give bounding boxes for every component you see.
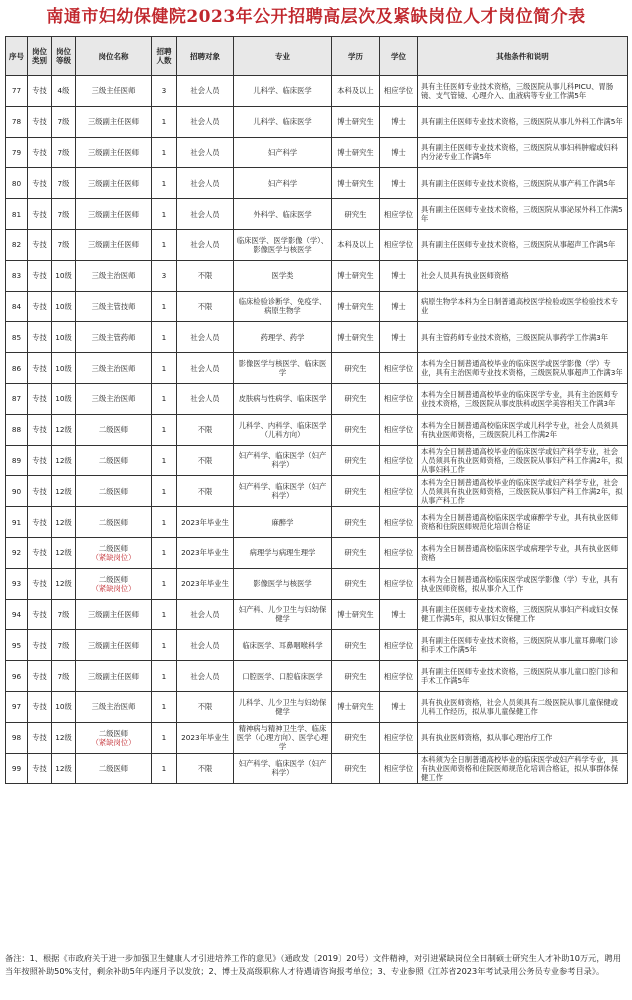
cell-target: 不限	[177, 414, 234, 445]
cell-target: 社会人员	[177, 106, 234, 137]
cell-count: 1	[152, 353, 177, 384]
cell-name	[76, 661, 152, 692]
cell-notes: 具有副主任医师专业技术资格，三级医院从事儿童口腔门诊和手术工作满5年	[418, 661, 628, 692]
table-row	[6, 260, 628, 291]
cell-notes: 具有主任医师专业技术资格，三级医院从事儿科PICU、胃肠镜、支气管镜、心理介入、血液病等专业工作满5年	[418, 76, 628, 107]
cell-seq: 97	[6, 691, 28, 722]
cell-category: 专技	[28, 322, 52, 353]
table-row	[6, 168, 628, 199]
cell-education: 研究生	[332, 722, 380, 753]
cell-grade: 10级	[52, 383, 76, 414]
cell-grade: 10级	[52, 691, 76, 722]
cell-notes: 本科为全日制普通高校毕业的临床医学或妇产科学专业，社会人员须具有执业医师资格，三级医院从事妇产科工作满2年，拟从事妇科工作	[418, 445, 628, 476]
cell-name	[76, 568, 152, 599]
urgent-badge: （紧缺岗位）	[91, 737, 136, 747]
cell-target: 社会人员	[177, 383, 234, 414]
cell-grade: 4级	[52, 76, 76, 107]
position-name: 二级医师	[98, 728, 129, 738]
cell-notes: 具有执业医师资格，拟从事心理治疗工作	[418, 722, 628, 753]
cell-target: 不限	[177, 476, 234, 507]
cell-category: 专技	[28, 445, 52, 476]
table-header-row	[6, 37, 628, 76]
cell-count: 1	[152, 661, 177, 692]
cell-name	[76, 260, 152, 291]
table-row	[6, 722, 628, 753]
cell-education: 研究生	[332, 661, 380, 692]
cell-target: 2023年毕业生	[177, 722, 234, 753]
cell-count: 3	[152, 76, 177, 107]
position-name: 三级副主任医师	[87, 178, 140, 188]
cell-grade: 12级	[52, 753, 76, 784]
position-name: 三级副主任医师	[87, 240, 140, 250]
cell-seq: 89	[6, 445, 28, 476]
position-name: 二级医师	[98, 425, 129, 435]
cell-target: 社会人员	[177, 322, 234, 353]
cell-education: 研究生	[332, 383, 380, 414]
cell-name	[76, 537, 152, 568]
cell-degree: 博士	[380, 691, 418, 722]
cell-degree: 相应学位	[380, 476, 418, 507]
cell-education: 博士研究生	[332, 260, 380, 291]
cell-grade: 12级	[52, 507, 76, 538]
cell-major: 皮肤病与性病学、临床医学	[234, 383, 332, 414]
cell-major: 儿科学、儿少卫生与妇幼保健学	[234, 691, 332, 722]
cell-count: 1	[152, 691, 177, 722]
cell-name	[76, 76, 152, 107]
cell-degree: 相应学位	[380, 753, 418, 784]
header-major: 专业	[234, 37, 332, 76]
cell-target: 不限	[177, 291, 234, 322]
footnote: 备注：1、根据《市政府关于进一步加强卫生健康人才引进培养工作的意见》（通政发〔2019〕20号）文件精神，对引进紧缺岗位全日制硕士研究生人才补助10万元，聘用当年按照补助50%支付，剩余补助5年内逐月予以发放；2、博士及高级职称人才待遇请咨询报考单位；3、专业参照《江苏省2023年考试录用公务员专业参考目录》。	[5, 953, 621, 976]
position-name: 三级副主任医师	[87, 209, 140, 219]
cell-category: 专技	[28, 722, 52, 753]
cell-category: 专技	[28, 753, 52, 784]
cell-category: 专技	[28, 507, 52, 538]
cell-target: 不限	[177, 260, 234, 291]
cell-count: 1	[152, 630, 177, 661]
table-row	[6, 137, 628, 168]
cell-category: 专技	[28, 260, 52, 291]
cell-target: 2023年毕业生	[177, 507, 234, 538]
cell-count: 1	[152, 229, 177, 260]
cell-education: 博士研究生	[332, 599, 380, 630]
cell-target: 不限	[177, 691, 234, 722]
cell-education: 研究生	[332, 568, 380, 599]
cell-category: 专技	[28, 630, 52, 661]
cell-name	[76, 722, 152, 753]
table-row	[6, 691, 628, 722]
cell-notes: 具有副主任医师专业技术资格，三级医院从事儿童耳鼻喉门诊和手术工作满5年	[418, 630, 628, 661]
cell-major: 口腔医学、口腔临床医学	[234, 661, 332, 692]
cell-grade: 12级	[52, 445, 76, 476]
cell-major: 麻醉学	[234, 507, 332, 538]
position-name: 二级医师	[98, 543, 129, 553]
urgent-badge: （紧缺岗位）	[91, 583, 136, 593]
cell-seq: 99	[6, 753, 28, 784]
cell-degree: 相应学位	[380, 383, 418, 414]
cell-education: 博士研究生	[332, 691, 380, 722]
cell-major: 临床检验诊断学、免疫学、病原生物学	[234, 291, 332, 322]
cell-notes: 具有副主任医师专业技术资格，三级医院从事妇产科或妇女保健工作满5年，拟从事妇女保健工作	[418, 599, 628, 630]
cell-grade: 7级	[52, 106, 76, 137]
table-row	[6, 599, 628, 630]
cell-degree: 博士	[380, 291, 418, 322]
cell-name	[76, 445, 152, 476]
table-row	[6, 229, 628, 260]
table-row	[6, 106, 628, 137]
cell-target: 社会人员	[177, 353, 234, 384]
header-seq: 序号	[6, 37, 28, 76]
cell-education: 研究生	[332, 199, 380, 230]
header-name: 岗位名称	[76, 37, 152, 76]
cell-category: 专技	[28, 137, 52, 168]
cell-name	[76, 106, 152, 137]
cell-degree: 相应学位	[380, 630, 418, 661]
cell-target: 2023年毕业生	[177, 568, 234, 599]
table-row	[6, 76, 628, 107]
cell-category: 专技	[28, 568, 52, 599]
cell-degree: 博士	[380, 322, 418, 353]
cell-name	[76, 753, 152, 784]
cell-count: 1	[152, 476, 177, 507]
cell-major: 妇产科学	[234, 168, 332, 199]
cell-grade: 7级	[52, 661, 76, 692]
cell-education: 研究生	[332, 630, 380, 661]
header-notes: 其他条件和说明	[418, 37, 628, 76]
position-name: 二级医师	[98, 517, 129, 527]
cell-notes: 具有副主任医师专业技术资格，三级医院从事泌尿外科工作满5年	[418, 199, 628, 230]
cell-count: 1	[152, 106, 177, 137]
cell-seq: 79	[6, 137, 28, 168]
cell-count: 3	[152, 260, 177, 291]
table-row	[6, 291, 628, 322]
cell-notes: 本科为全日制普通高校临床医学或麻醉学专业，具有执业医师资格和住院医师规范化培训合格证	[418, 507, 628, 538]
table-row	[6, 661, 628, 692]
position-name: 二级医师	[98, 455, 129, 465]
table-body	[6, 76, 628, 784]
position-name: 三级主治医师	[91, 702, 136, 712]
cell-seq: 93	[6, 568, 28, 599]
cell-grade: 12级	[52, 476, 76, 507]
cell-name	[76, 691, 152, 722]
cell-target: 社会人员	[177, 199, 234, 230]
cell-major: 临床医学、耳鼻咽喉科学	[234, 630, 332, 661]
table-row	[6, 199, 628, 230]
cell-count: 1	[152, 568, 177, 599]
position-name: 三级主治医师	[91, 394, 136, 404]
cell-education: 研究生	[332, 537, 380, 568]
position-name: 三级主治医师	[91, 271, 136, 281]
cell-name	[76, 507, 152, 538]
table-row	[6, 322, 628, 353]
cell-name	[76, 383, 152, 414]
table-row	[6, 414, 628, 445]
cell-name	[76, 630, 152, 661]
cell-notes: 具有副主任医师专业技术资格，三级医院从事儿外科工作满5年	[418, 106, 628, 137]
cell-name	[76, 353, 152, 384]
cell-count: 1	[152, 137, 177, 168]
table-row	[6, 568, 628, 599]
cell-name	[76, 476, 152, 507]
cell-seq: 84	[6, 291, 28, 322]
header-grade: 岗位等级	[52, 37, 76, 76]
cell-notes: 病原生物学本科为全日制普通高校医学检验或医学检验技术专业	[418, 291, 628, 322]
cell-major: 儿科学、临床医学	[234, 106, 332, 137]
cell-category: 专技	[28, 691, 52, 722]
cell-category: 专技	[28, 414, 52, 445]
cell-category: 专技	[28, 661, 52, 692]
cell-degree: 相应学位	[380, 722, 418, 753]
cell-major: 影像医学与核医学、临床医学	[234, 353, 332, 384]
cell-notes: 本科为全日制普通高校毕业的临床医学专业，具有主治医师专业技术资格，三级医院从事皮肤科或医学美容相关工作满3年	[418, 383, 628, 414]
cell-degree: 博士	[380, 168, 418, 199]
position-name: 二级医师	[98, 763, 129, 773]
cell-target: 社会人员	[177, 168, 234, 199]
cell-degree: 相应学位	[380, 199, 418, 230]
cell-seq: 94	[6, 599, 28, 630]
cell-seq: 82	[6, 229, 28, 260]
cell-degree: 博士	[380, 106, 418, 137]
cell-seq: 83	[6, 260, 28, 291]
cell-notes: 具有执业医师资格，社会人员须具有二级医院从事儿童保健或儿科工作经历，拟从事儿童保健工作	[418, 691, 628, 722]
cell-grade: 10级	[52, 291, 76, 322]
cell-count: 1	[152, 445, 177, 476]
cell-grade: 12级	[52, 537, 76, 568]
cell-major: 临床医学、医学影像（学）、影像医学与核医学	[234, 229, 332, 260]
cell-grade: 10级	[52, 353, 76, 384]
cell-category: 专技	[28, 476, 52, 507]
cell-major: 病理学与病理生理学	[234, 537, 332, 568]
cell-seq: 78	[6, 106, 28, 137]
header-count: 招聘人数	[152, 37, 177, 76]
cell-education: 研究生	[332, 753, 380, 784]
cell-major: 妇产科学	[234, 137, 332, 168]
cell-education: 研究生	[332, 353, 380, 384]
cell-seq: 98	[6, 722, 28, 753]
cell-seq: 77	[6, 76, 28, 107]
table-row	[6, 630, 628, 661]
cell-count: 1	[152, 414, 177, 445]
table-row	[6, 353, 628, 384]
cell-education: 博士研究生	[332, 291, 380, 322]
cell-grade: 7级	[52, 599, 76, 630]
cell-notes: 具有主管药师专业技术资格，三级医院从事药学工作满3年	[418, 322, 628, 353]
cell-name	[76, 291, 152, 322]
cell-education: 研究生	[332, 507, 380, 538]
cell-count: 1	[152, 507, 177, 538]
cell-degree: 相应学位	[380, 353, 418, 384]
position-name: 三级主任医师	[91, 86, 136, 96]
cell-major: 儿科学、内科学、临床医学（儿科方向）	[234, 414, 332, 445]
cell-count: 1	[152, 199, 177, 230]
cell-count: 1	[152, 753, 177, 784]
cell-major: 外科学、临床医学	[234, 199, 332, 230]
cell-major: 影像医学与核医学	[234, 568, 332, 599]
position-name: 二级医师	[98, 486, 129, 496]
cell-count: 1	[152, 599, 177, 630]
cell-category: 专技	[28, 168, 52, 199]
cell-category: 专技	[28, 229, 52, 260]
cell-count: 1	[152, 722, 177, 753]
cell-major: 药理学、药学	[234, 322, 332, 353]
cell-name	[76, 322, 152, 353]
cell-degree: 博士	[380, 599, 418, 630]
cell-degree: 相应学位	[380, 568, 418, 599]
position-name: 三级副主任医师	[87, 609, 140, 619]
cell-seq: 81	[6, 199, 28, 230]
cell-category: 专技	[28, 199, 52, 230]
cell-major: 妇产科、儿少卫生与妇幼保健学	[234, 599, 332, 630]
cell-name	[76, 168, 152, 199]
cell-education: 本科及以上	[332, 76, 380, 107]
cell-grade: 12级	[52, 568, 76, 599]
cell-count: 1	[152, 291, 177, 322]
cell-grade: 7级	[52, 229, 76, 260]
cell-notes: 具有副主任医师专业技术资格，三级医院从事妇科肿瘤或妇科内分泌专业工作满5年	[418, 137, 628, 168]
cell-target: 不限	[177, 445, 234, 476]
cell-grade: 12级	[52, 722, 76, 753]
position-name: 三级副主任医师	[87, 640, 140, 650]
cell-seq: 80	[6, 168, 28, 199]
cell-grade: 10级	[52, 260, 76, 291]
cell-target: 2023年毕业生	[177, 537, 234, 568]
cell-education: 博士研究生	[332, 168, 380, 199]
position-name: 二级医师	[98, 574, 129, 584]
cell-major: 妇产科学、临床医学（妇产科学）	[234, 445, 332, 476]
cell-target: 不限	[177, 753, 234, 784]
table-row	[6, 383, 628, 414]
cell-name	[76, 229, 152, 260]
cell-notes: 本科为全日制普通高校毕业的临床医学或医学影像（学）专业，具有主治医师专业技术资格，三级医院从事超声工作满3年	[418, 353, 628, 384]
cell-degree: 博士	[380, 260, 418, 291]
cell-target: 社会人员	[177, 661, 234, 692]
position-name: 三级主管药师	[91, 332, 136, 342]
cell-target: 社会人员	[177, 630, 234, 661]
header-category: 岗位类别	[28, 37, 52, 76]
cell-major: 妇产科学、临床医学（妇产科学）	[234, 753, 332, 784]
cell-category: 专技	[28, 76, 52, 107]
cell-notes: 本科须为全日制普通高校毕业的临床医学或妇产科学专业，具有执业医师资格和住院医师规范化培训合格证，拟从事群体保健工作	[418, 753, 628, 784]
cell-name	[76, 199, 152, 230]
cell-notes: 具有副主任医师专业技术资格，三级医院从事产科工作满5年	[418, 168, 628, 199]
cell-degree: 相应学位	[380, 76, 418, 107]
cell-target: 社会人员	[177, 76, 234, 107]
cell-degree: 相应学位	[380, 537, 418, 568]
cell-category: 专技	[28, 383, 52, 414]
page-title: 南通市妇幼保健院2023年公开招聘高层次及紧缺岗位人才岗位简介表	[46, 7, 586, 27]
header-degree: 学位	[380, 37, 418, 76]
cell-education: 博士研究生	[332, 137, 380, 168]
position-name: 三级副主任医师	[87, 671, 140, 681]
cell-grade: 12级	[52, 414, 76, 445]
cell-education: 博士研究生	[332, 106, 380, 137]
cell-grade: 7级	[52, 630, 76, 661]
table-row	[6, 476, 628, 507]
cell-seq: 92	[6, 537, 28, 568]
cell-degree: 相应学位	[380, 229, 418, 260]
cell-degree: 相应学位	[380, 507, 418, 538]
cell-count: 1	[152, 383, 177, 414]
cell-seq: 91	[6, 507, 28, 538]
cell-grade: 10级	[52, 322, 76, 353]
cell-education: 研究生	[332, 445, 380, 476]
cell-degree: 博士	[380, 137, 418, 168]
cell-count: 1	[152, 168, 177, 199]
cell-category: 专技	[28, 291, 52, 322]
cell-degree: 相应学位	[380, 661, 418, 692]
cell-notes: 社会人员具有执业医师资格	[418, 260, 628, 291]
table-row	[6, 753, 628, 784]
cell-degree: 相应学位	[380, 445, 418, 476]
header-target: 招聘对象	[177, 37, 234, 76]
cell-category: 专技	[28, 106, 52, 137]
cell-seq: 87	[6, 383, 28, 414]
cell-education: 研究生	[332, 414, 380, 445]
cell-category: 专技	[28, 353, 52, 384]
cell-count: 1	[152, 537, 177, 568]
cell-major: 儿科学、临床医学	[234, 76, 332, 107]
cell-target: 社会人员	[177, 599, 234, 630]
cell-seq: 90	[6, 476, 28, 507]
job-table	[5, 36, 628, 784]
table-row	[6, 445, 628, 476]
position-name: 三级副主任医师	[87, 147, 140, 157]
cell-seq: 88	[6, 414, 28, 445]
table-row	[6, 537, 628, 568]
cell-count: 1	[152, 322, 177, 353]
cell-seq: 86	[6, 353, 28, 384]
cell-education: 本科及以上	[332, 229, 380, 260]
cell-notes: 本科为全日制普通高校临床医学或病理学专业，具有执业医师资格	[418, 537, 628, 568]
cell-grade: 7级	[52, 137, 76, 168]
cell-notes: 本科为全日制普通高校临床医学或儿科学专业，社会人员须具有执业医师资格，三级医院儿科工作满2年	[418, 414, 628, 445]
cell-major: 妇产科学、临床医学（妇产科学）	[234, 476, 332, 507]
position-name: 三级主治医师	[91, 363, 136, 373]
position-name: 三级副主任医师	[87, 117, 140, 127]
cell-major: 医学类	[234, 260, 332, 291]
cell-education: 研究生	[332, 476, 380, 507]
cell-target: 社会人员	[177, 137, 234, 168]
cell-degree: 相应学位	[380, 414, 418, 445]
cell-major: 精神病与精神卫生学、临床医学（心理方向）、医学心理学	[234, 722, 332, 753]
cell-category: 专技	[28, 599, 52, 630]
cell-grade: 7级	[52, 199, 76, 230]
cell-name	[76, 599, 152, 630]
cell-grade: 7级	[52, 168, 76, 199]
header-education: 学历	[332, 37, 380, 76]
cell-seq: 95	[6, 630, 28, 661]
cell-name	[76, 414, 152, 445]
cell-notes: 具有副主任医师专业技术资格，三级医院从事超声工作满5年	[418, 229, 628, 260]
cell-education: 博士研究生	[332, 322, 380, 353]
cell-target: 社会人员	[177, 229, 234, 260]
table-row	[6, 507, 628, 538]
cell-seq: 85	[6, 322, 28, 353]
position-name: 三级主管技师	[91, 301, 136, 311]
cell-seq: 96	[6, 661, 28, 692]
cell-notes: 本科为全日制普通高校毕业的临床医学或妇产科学专业，社会人员须具有执业医师资格，三级医院从事妇产科工作满2年，拟从事产科工作	[418, 476, 628, 507]
urgent-badge: （紧缺岗位）	[91, 552, 136, 562]
cell-category: 专技	[28, 537, 52, 568]
cell-notes: 本科为全日制普通高校临床医学或医学影像（学）专业，具有执业医师资格，拟从事介入工作	[418, 568, 628, 599]
cell-name	[76, 137, 152, 168]
